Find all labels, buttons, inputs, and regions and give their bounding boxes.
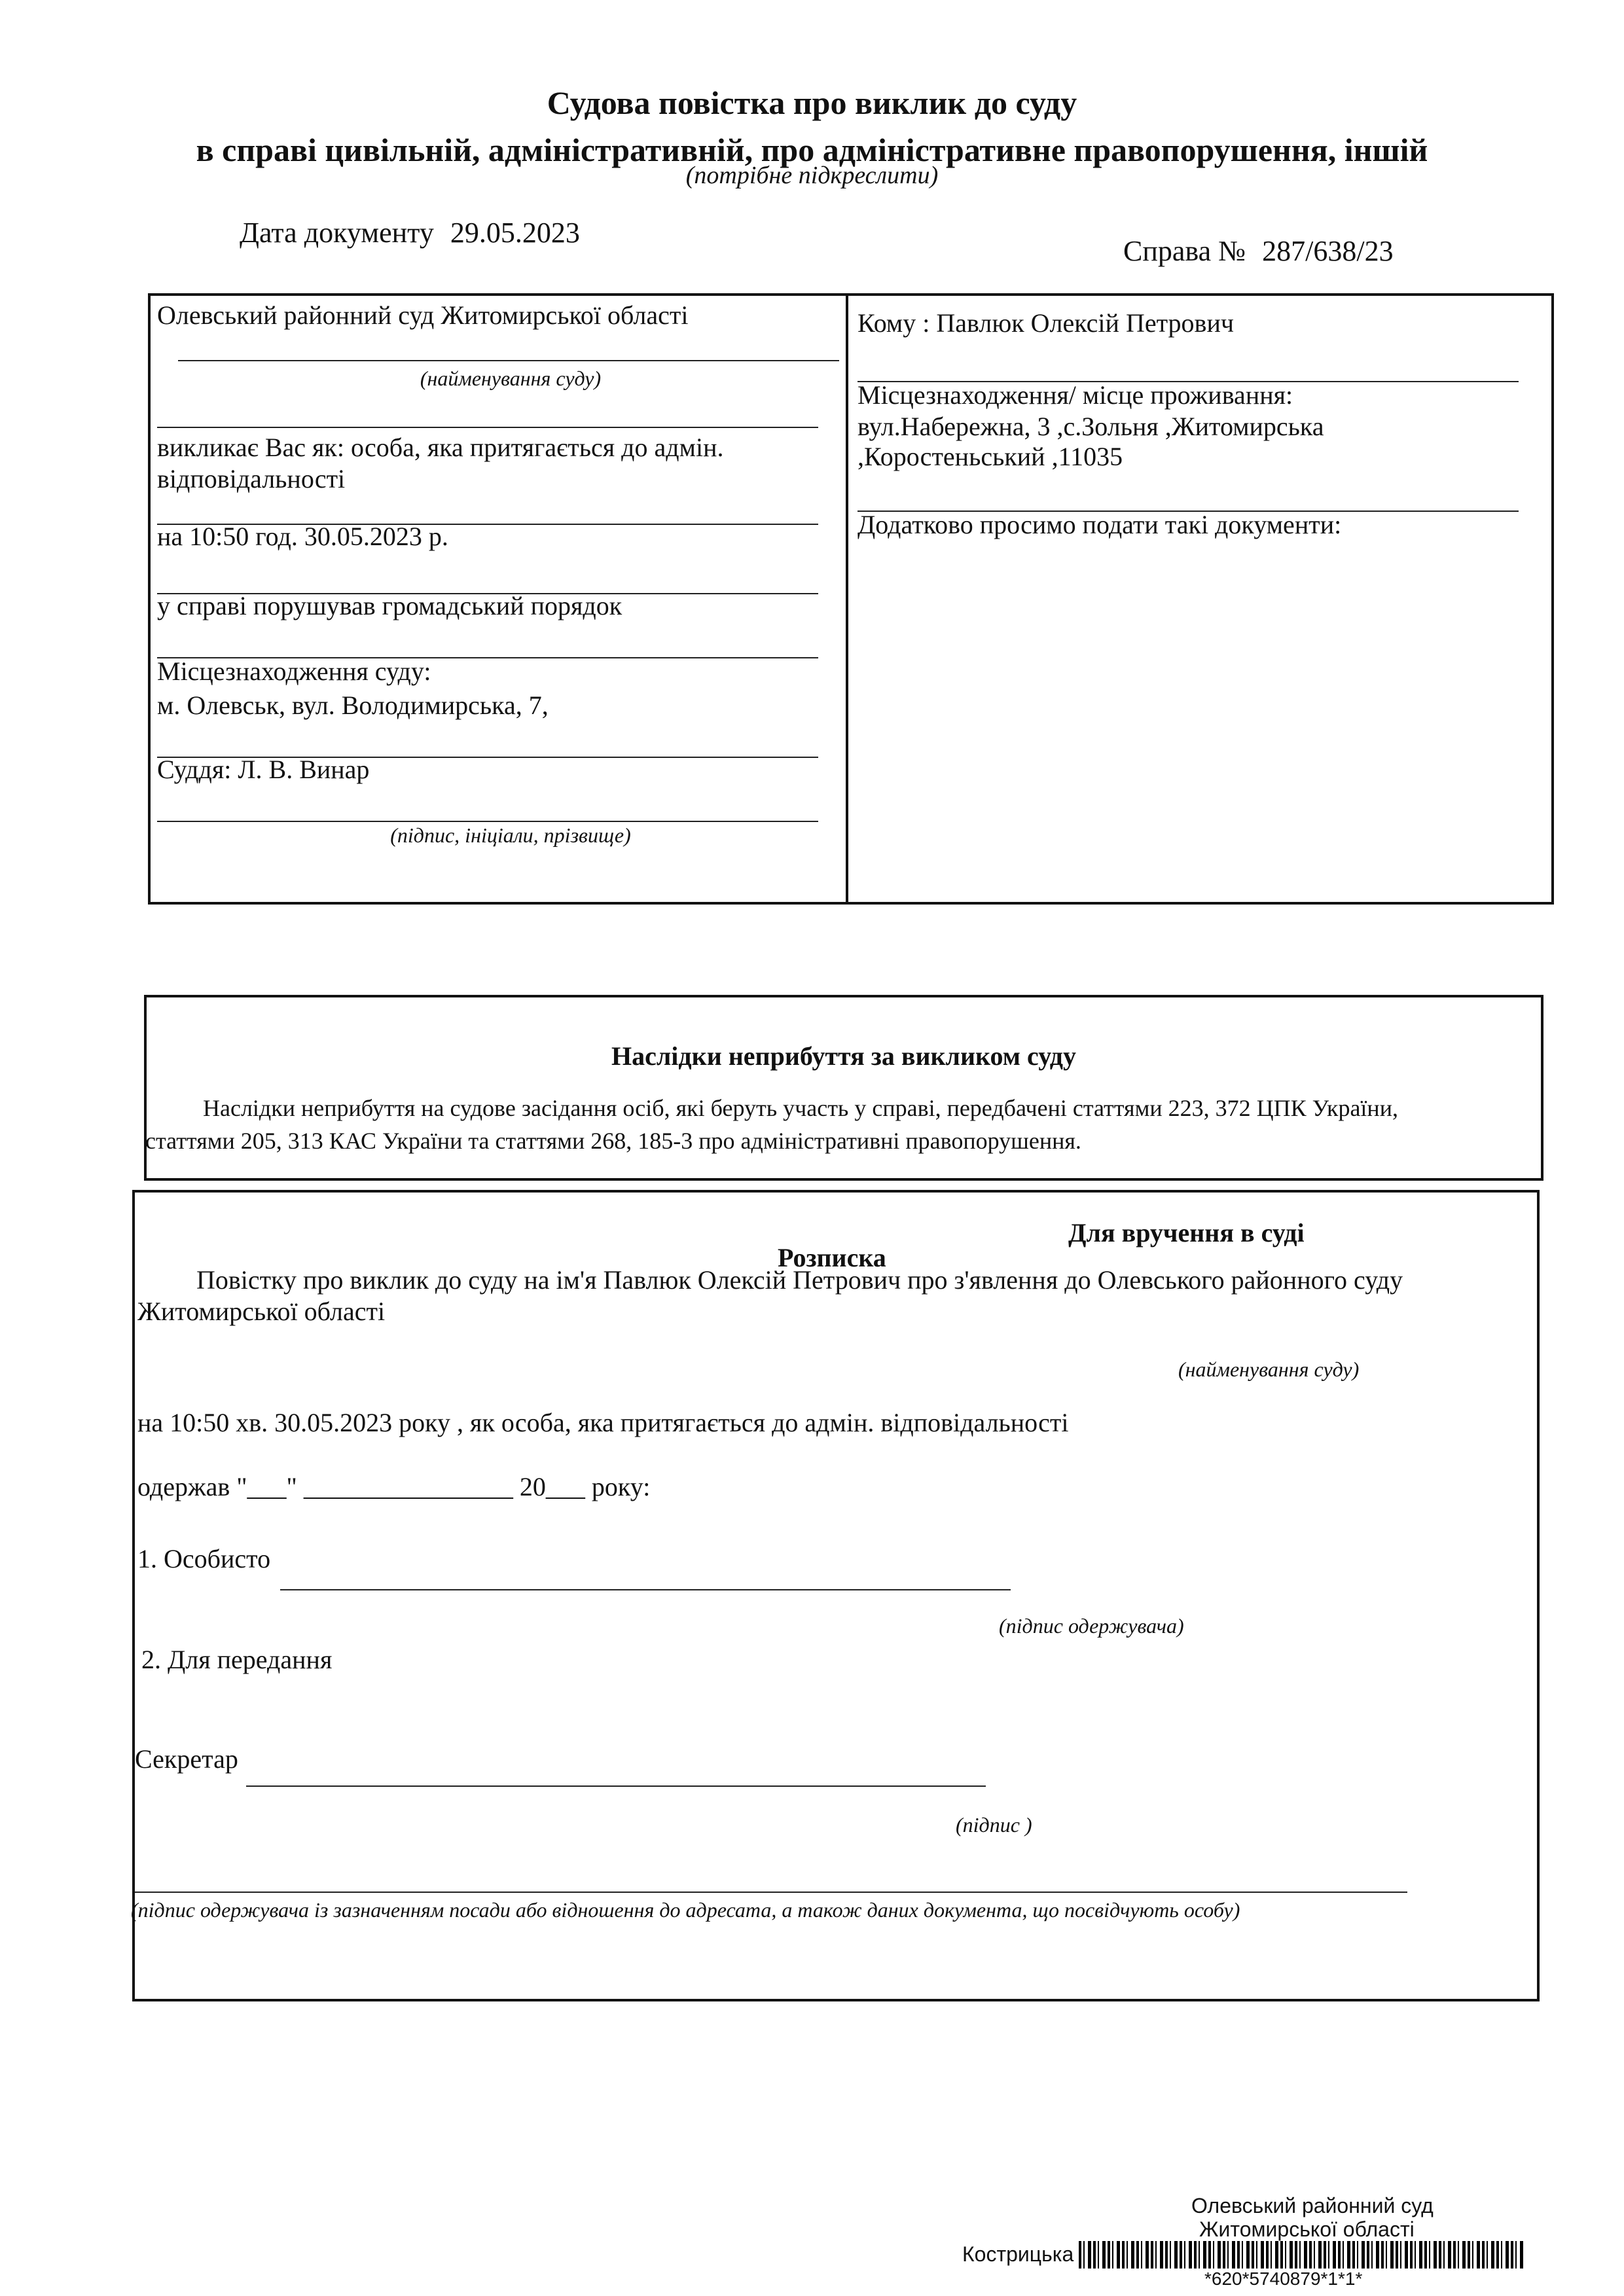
footer-court-line2: Житомирської області <box>1199 2217 1415 2241</box>
judge-name: Суддя: Л. В. Винар <box>157 755 370 784</box>
clerk-name: Кострицька <box>962 2242 1074 2266</box>
delivery-note: Для вручення в суді <box>1068 1218 1305 1247</box>
case-number-value: 287/638/23 <box>1262 235 1394 267</box>
document-subtitle: в справі цивільній, адміністративній, про адміністративне правопорушення, іншій <box>196 132 1428 168</box>
consequences-text-line1: Наслідки неприбуття на судове засідання осіб, які беруть участь у справі, передбачені статтями 223, 372 ЦПК України, <box>203 1095 1398 1121</box>
document-title: Судова повістка про виклик до суду <box>547 84 1077 121</box>
case-number-label: Справа № <box>1123 235 1246 267</box>
summons-time: на 10:50 год. 30.05.2023 р. <box>157 522 448 551</box>
receipt-title: Розписка <box>778 1243 886 1272</box>
for-transfer-label: 2. Для передання <box>141 1645 333 1674</box>
court-name-caption: (найменування суду) <box>420 367 602 390</box>
court-location-label: Місцезнаходження суду: <box>157 656 431 686</box>
secretary-caption: (підпис ) <box>956 1813 1032 1837</box>
underline-note: (потрібне підкреслити) <box>685 162 939 189</box>
consequences-text-line2: статтями 205, 313 КАС України та статтями 268, 185-3 про адміністративні правопорушення. <box>145 1128 1081 1154</box>
summons-as: викликає Вас як: особа, яка притягається до адмін. відповідальності <box>157 433 724 493</box>
receipt-court-caption: (найменування суду) <box>1178 1357 1360 1381</box>
consequences-title: Наслідки неприбуття за викликом суду <box>611 1041 1076 1071</box>
residence-line1: вул.Набережна, 3 ,с.Зольня ,Житомирська <box>857 412 1324 441</box>
residence-label: Місцезнаходження/ місце проживання: <box>857 380 1293 410</box>
residence-line2: ,Коростеньський ,11035 <box>857 442 1123 471</box>
barcode <box>1079 2241 1524 2269</box>
personally-label: 1. Особисто <box>137 1544 271 1573</box>
case-number <box>1123 234 1394 268</box>
judge-caption: (підпис, ініціали, прізвище) <box>390 823 631 847</box>
bottom-signature-line <box>135 1892 1407 1893</box>
court-name: Олевський районний суд Житомирської області <box>157 300 689 330</box>
documents-request: Додатково просимо подати такі документи: <box>857 510 1342 539</box>
receipt-line2: Житомирської області <box>137 1297 386 1326</box>
recipient: Кому : Павлюк Олексій Петрович <box>857 308 1234 338</box>
court-name-line <box>178 360 839 361</box>
secretary-label: Секретар <box>135 1744 238 1774</box>
secretary-signature-line <box>246 1785 986 1787</box>
court-location-value: м. Олевськ, вул. Володимирська, 7, <box>157 691 549 720</box>
bottom-caption: (підпис одержувача із зазначенням посади або відношення до адресата, а також даних документа, що посвідчують особу) <box>131 1898 1240 1922</box>
summons-divider <box>846 293 848 905</box>
personally-signature-line <box>280 1589 1011 1590</box>
document-date-value: 29.05.2023 <box>450 217 580 249</box>
personally-caption: (підпис одержувача) <box>999 1614 1184 1638</box>
separator-line <box>157 427 818 428</box>
case-subject: у справі порушував громадський порядок <box>157 591 623 620</box>
footer-court-line1: Олевський районний суд <box>1191 2194 1434 2217</box>
received-date-line: одержав "___" ________________ 20___ року: <box>137 1472 651 1501</box>
barcode-text: *620*5740879*1*1* <box>1204 2269 1363 2289</box>
signature-line <box>157 821 818 822</box>
document-date <box>240 216 580 249</box>
receipt-time-line: на 10:50 хв. 30.05.2023 року , як особа, яка притягається до адмін. відповідальності <box>137 1408 1069 1437</box>
document-date-label: Дата документу <box>240 217 434 249</box>
receipt-line1: Повістку про виклик до суду на ім'я Павлюк Олексій Петрович про з'явлення до Олевського районного суду <box>196 1265 1403 1295</box>
